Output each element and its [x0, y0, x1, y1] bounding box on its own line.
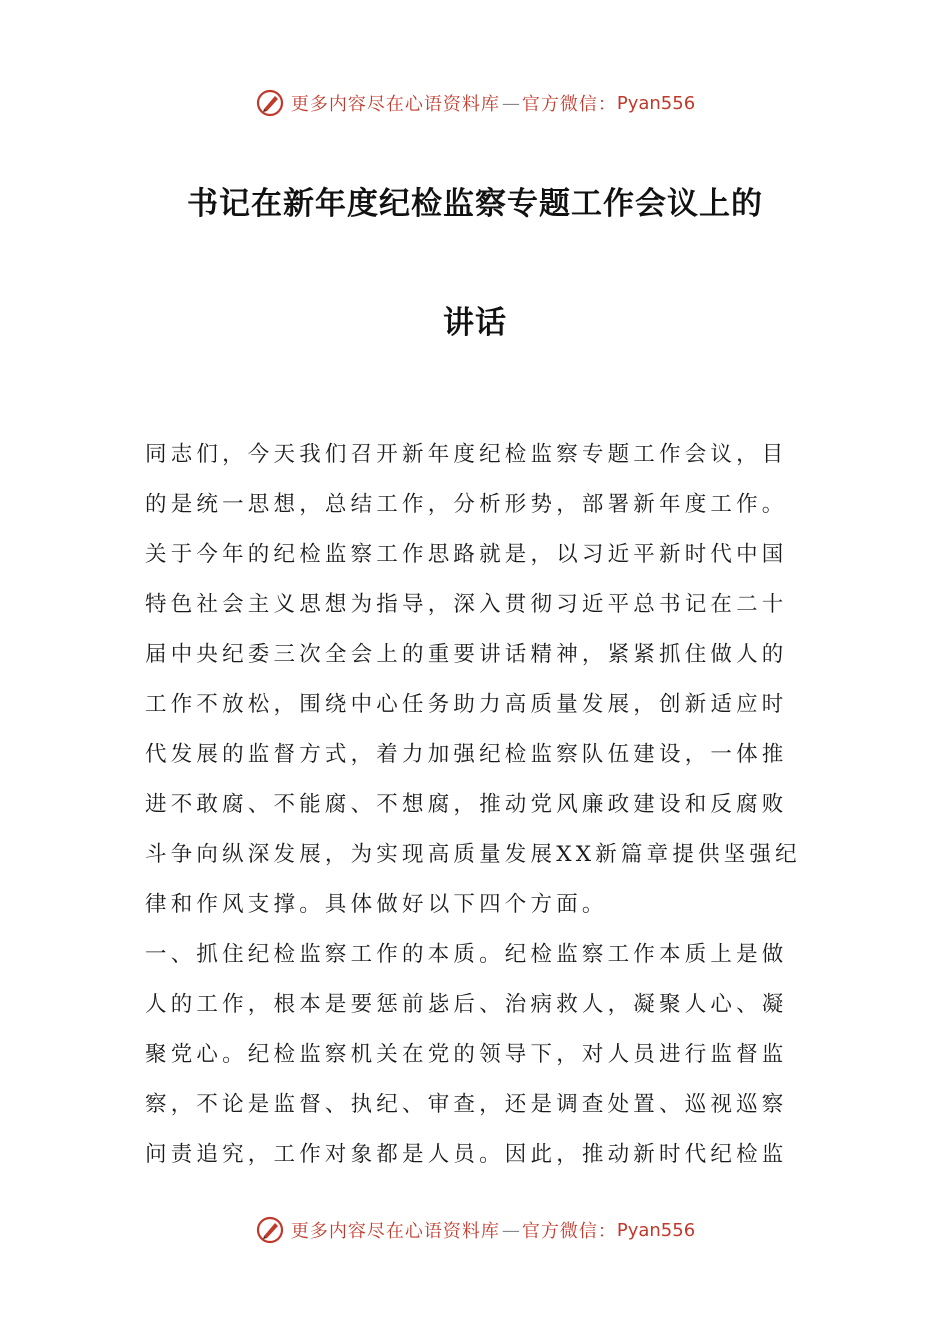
header-banner [0, 83, 950, 123]
body-line: 律和作风支撑。具体做好以下四个方面。 [145, 892, 608, 917]
body-line: 一、抓住纪检监察工作的本质。纪检监察工作本质上是做 [145, 942, 788, 967]
body-line: 关于今年的纪检监察工作思路就是，以习近平新时代中国 [145, 542, 788, 567]
document-title-line-2: 讲话 [443, 305, 507, 341]
banner-contact-value: Pyan556 [616, 1219, 696, 1241]
body-line: 工作不放松，围绕中心任务助力高质量发展，创新适应时 [145, 692, 788, 717]
pen-logo-icon [255, 1215, 285, 1245]
banner-slogan: 更多内容尽在心语资料库 [290, 94, 500, 115]
body-line: 特色社会主义思想为指导，深入贯彻习近平总书记在二十 [145, 592, 788, 617]
banner-contact-value: Pyan556 [616, 92, 696, 114]
banner-separator: — [501, 92, 520, 114]
body-line: 代发展的监督方式，着力加强纪检监察队伍建设，一体推 [145, 742, 788, 767]
body-line: 察，不论是监督、执纪、审查，还是调查处置、巡视巡察 [145, 1092, 788, 1117]
banner-separator: — [501, 1219, 520, 1241]
footer-banner [0, 1210, 950, 1250]
pen-logo-icon [255, 88, 285, 118]
body-line: 问责追究，工作对象都是人员。因此，推动新时代纪检监 [145, 1142, 788, 1167]
body-line: 同志们，今天我们召开新年度纪检监察专题工作会议，目 [145, 442, 788, 467]
banner-slogan: 更多内容尽在心语资料库 [290, 1221, 500, 1242]
document-body [145, 430, 810, 1180]
banner-contact-label: 官方微信： [521, 94, 617, 115]
body-line: 聚党心。纪检监察机关在党的领导下，对人员进行监督监 [145, 1042, 788, 1067]
body-line: 斗争向纵深发展，为实现高质量发展XX新篇章提供坚强纪 [145, 842, 801, 867]
document-title-line-1: 书记在新年度纪检监察专题工作会议上的 [187, 186, 763, 222]
body-line: 进不敢腐、不能腐、不想腐，推动党风廉政建设和反腐败 [145, 792, 788, 817]
body-line: 的是统一思想，总结工作，分析形势，部署新年度工作。 [145, 492, 788, 517]
body-line: 人的工作，根本是要惩前毖后、治病救人，凝聚人心、凝 [145, 992, 788, 1017]
banner-contact-label: 官方微信： [521, 1221, 617, 1242]
body-line: 届中央纪委三次全会上的重要讲话精神，紧紧抓住做人的 [145, 642, 788, 667]
